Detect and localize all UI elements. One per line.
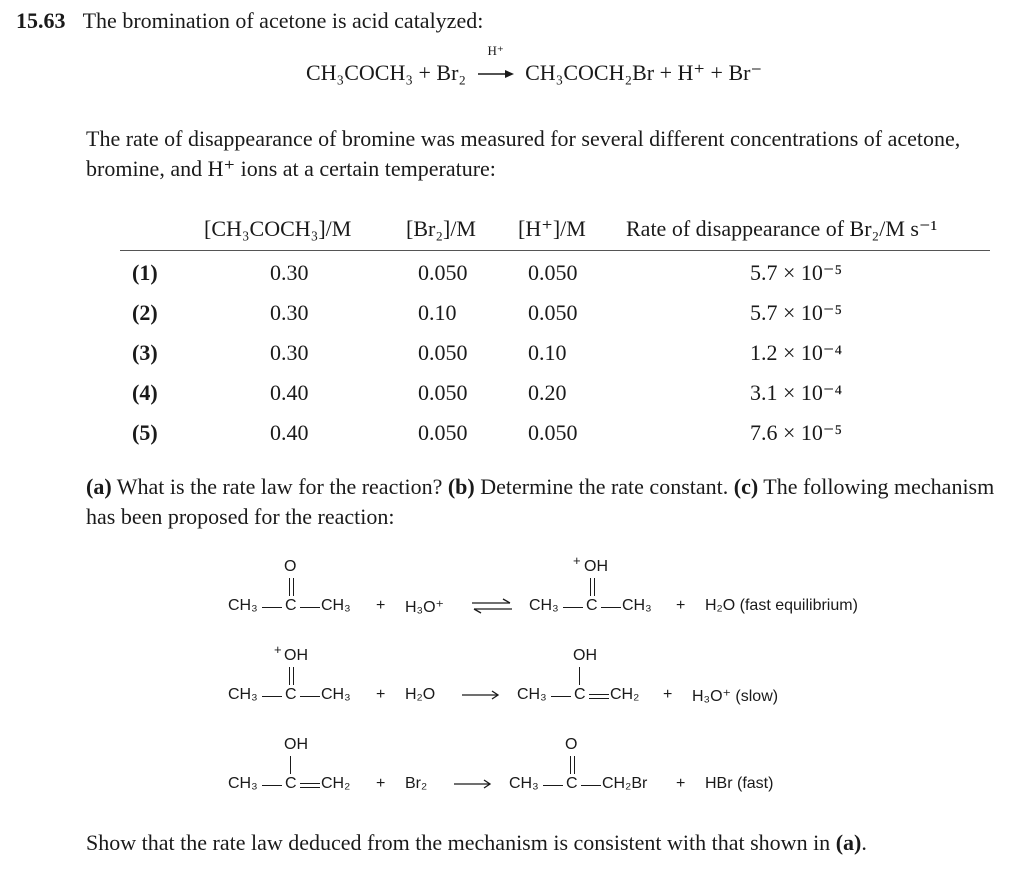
reaction-arrow-icon [478, 68, 514, 80]
methyl-group: CH₃ [517, 686, 547, 703]
double-bond [300, 783, 320, 788]
product-extra: H₃O⁺ (slow) [692, 688, 779, 705]
equation-lhs: CH₃COCH₃ + Br₂ [306, 60, 467, 85]
double-bond [590, 578, 595, 596]
table-rule [120, 250, 990, 251]
main-equation [306, 43, 763, 86]
single-bond [601, 607, 621, 608]
reagent: H₃O⁺ [405, 599, 444, 616]
cell-br2: 0.050 [418, 420, 468, 445]
cell-h: 0.050 [528, 260, 578, 285]
intro-paragraph: The rate of disappearance of bromine was measured for several different concentrations of acetone, bromine, and H⁺ ions at a certain temperature: [86, 126, 961, 181]
row-label: (4) [132, 380, 158, 405]
hydroxyl-group: OH [284, 647, 308, 664]
header-acetone: [CH₃COCH₃]/M [204, 216, 352, 241]
methylene-group: CH₂ [321, 775, 351, 792]
footer-end: . [861, 830, 867, 855]
plus-sign: + [676, 597, 686, 614]
cell-acetone: 0.30 [270, 340, 309, 365]
methyl-group: CH₃ [228, 775, 258, 792]
catalyst-arrow [476, 43, 516, 86]
row-label: (2) [132, 300, 158, 325]
single-bond [290, 756, 291, 774]
footer-sentence [86, 828, 1006, 858]
cell-h: 0.20 [528, 380, 567, 405]
part-a-text: What is the rate law for the reaction? [116, 474, 443, 499]
plus-sign: + [663, 686, 673, 703]
reagent: H₂O [405, 686, 436, 703]
problem-title: The bromination of acetone is acid catalyzed: [82, 8, 484, 33]
methyl-group: CH₃ [228, 597, 258, 614]
cell-rate: 7.6 × 10⁻⁵ [750, 420, 843, 445]
single-bond [543, 785, 563, 786]
part-c-label: (c) [733, 474, 759, 499]
cell-h: 0.10 [528, 340, 567, 365]
carbonyl-oxygen: O [565, 736, 578, 753]
single-bond [579, 667, 580, 685]
problem-number: 15.63 [16, 8, 66, 33]
carbonyl-carbon: C [285, 597, 297, 614]
enol-carbon: C [285, 775, 297, 792]
enol-carbon: C [574, 686, 586, 703]
double-bond [289, 667, 294, 685]
cell-rate: 5.7 × 10⁻⁵ [750, 300, 843, 325]
cell-h: 0.050 [528, 300, 578, 325]
cell-rate: 1.2 × 10⁻⁴ [750, 340, 843, 365]
single-bond [551, 696, 571, 697]
single-bond [300, 607, 320, 608]
cell-rate: 5.7 × 10⁻⁵ [750, 260, 843, 285]
methyl-group: CH₃ [529, 597, 559, 614]
part-c-text: The following mechanism has been proposed for the reaction: [86, 474, 995, 529]
cell-br2: 0.10 [418, 300, 457, 325]
header-h: [H⁺]/M [518, 216, 586, 241]
table-row [120, 340, 990, 370]
methyl-group: CH₃ [622, 597, 652, 614]
methylene-group: CH₂ [610, 686, 640, 703]
single-bond [563, 607, 583, 608]
cell-acetone: 0.30 [270, 300, 309, 325]
double-bond [589, 694, 609, 699]
table-row [120, 380, 990, 410]
cell-acetone: 0.30 [270, 260, 309, 285]
cell-br2: 0.050 [418, 260, 468, 285]
plus-sign: + [376, 775, 386, 792]
single-bond [300, 696, 320, 697]
row-label: (5) [132, 420, 158, 445]
row-label: (3) [132, 340, 158, 365]
carbonyl-oxygen: O [284, 558, 297, 575]
product-extra: H₂O (fast equilibrium) [705, 597, 858, 614]
methyl-group: CH₃ [321, 597, 351, 614]
single-bond [262, 607, 282, 608]
problem-heading [16, 8, 483, 34]
part-b-label: (b) [447, 474, 475, 499]
table-row [120, 420, 990, 450]
carbonyl-carbon: C [285, 686, 297, 703]
footer-ref: (a) [835, 830, 862, 855]
methyl-group: CH₃ [509, 775, 539, 792]
plus-sign: + [376, 686, 386, 703]
part-a-label: (a) [86, 474, 112, 499]
reagent: Br₂ [405, 775, 428, 792]
equation-rhs: CH₃COCH₂Br + H⁺ + Br⁻ [525, 60, 763, 85]
hydroxyl-group: OH [284, 736, 308, 753]
methyl-group: CH₃ [228, 686, 258, 703]
cell-acetone: 0.40 [270, 380, 309, 405]
table-row [120, 260, 990, 290]
cell-br2: 0.050 [418, 340, 468, 365]
cell-rate: 3.1 × 10⁻⁴ [750, 380, 843, 405]
catalyst-label: H⁺ [487, 43, 504, 58]
bromomethyl-group: CH₂Br [602, 775, 648, 792]
single-bond [262, 785, 282, 786]
positive-charge: + [274, 642, 282, 657]
reaction-arrow-icon [452, 778, 492, 790]
header-rate: Rate of disappearance of Br₂/M s⁻¹ [626, 216, 938, 241]
positive-charge: + [573, 553, 581, 568]
table-row [120, 300, 990, 330]
single-bond [581, 785, 601, 786]
double-bond [289, 578, 294, 596]
cell-h: 0.050 [528, 420, 578, 445]
footer-text: Show that the rate law deduced from the mechanism is consistent with that shown in [86, 830, 831, 855]
double-bond [570, 756, 575, 774]
product-extra: HBr (fast) [705, 775, 774, 792]
equilibrium-arrow-icon [470, 598, 514, 614]
carbonyl-carbon: C [566, 775, 578, 792]
cell-acetone: 0.40 [270, 420, 309, 445]
header-br2: [Br₂]/M [406, 216, 476, 241]
row-label: (1) [132, 260, 158, 285]
plus-sign: + [376, 597, 386, 614]
reaction-arrow-icon [460, 689, 500, 701]
single-bond [262, 696, 282, 697]
part-b-text: Determine the rate constant. [480, 474, 729, 499]
hydroxyl-group: OH [584, 558, 608, 575]
carbonyl-carbon: C [586, 597, 598, 614]
methyl-group: CH₃ [321, 686, 351, 703]
cell-br2: 0.050 [418, 380, 468, 405]
hydroxyl-group: OH [573, 647, 597, 664]
plus-sign: + [676, 775, 686, 792]
question-paragraph [86, 472, 1006, 532]
